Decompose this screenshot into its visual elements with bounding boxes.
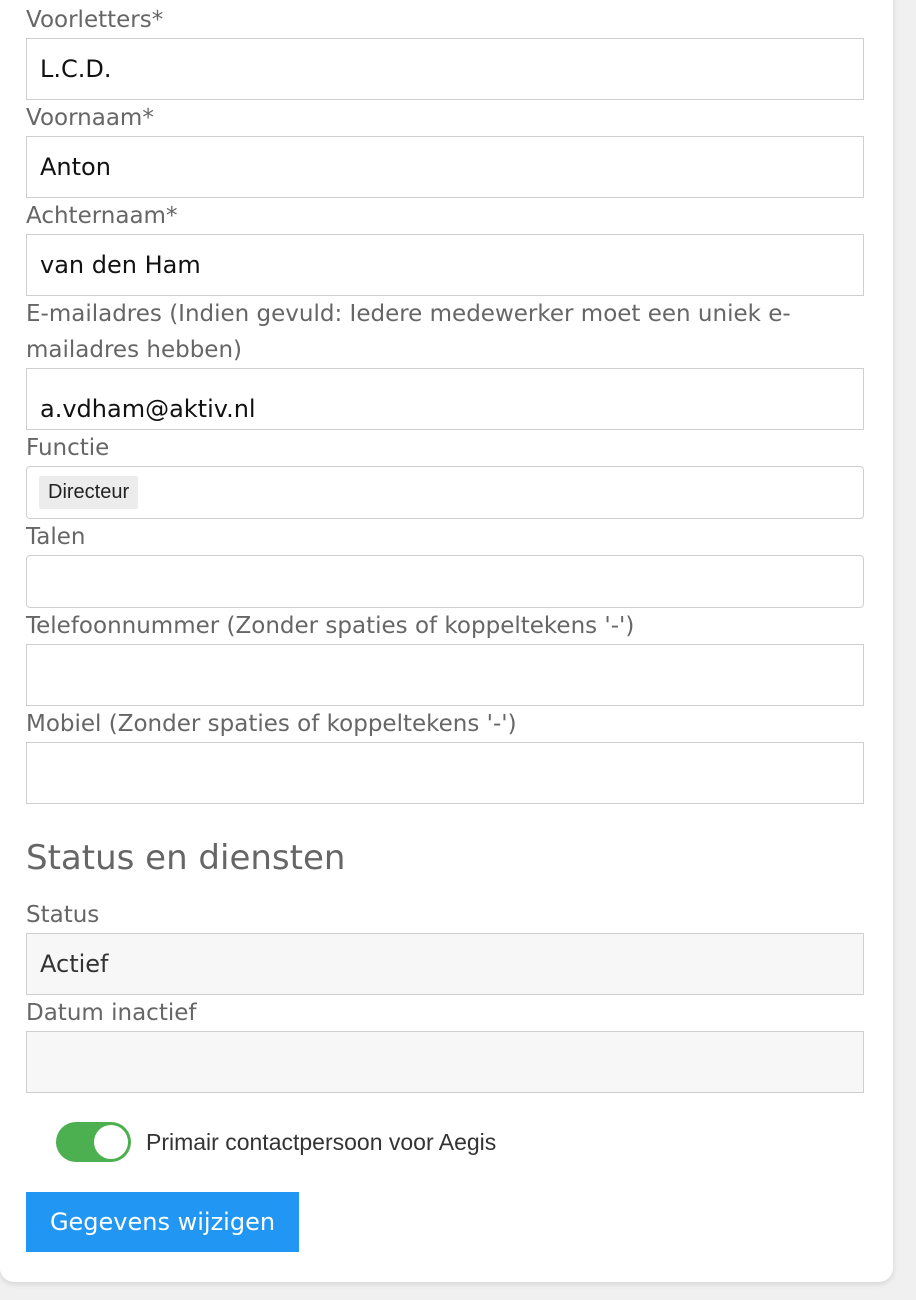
function-select[interactable] [26, 466, 864, 519]
languages-select[interactable] [26, 555, 864, 608]
primary-contact-label: Primair contactpersoon voor Aegis [146, 1129, 497, 1155]
initials-label: Voorletters* [26, 7, 164, 33]
email-value: a.vdham@aktiv.nl [40, 395, 256, 423]
function-label: Functie [26, 435, 110, 461]
primary-contact-toggle[interactable] [56, 1122, 131, 1162]
languages-label: Talen [26, 524, 86, 550]
first-name-label: Voornaam* [26, 105, 154, 131]
initials-value: L.C.D. [40, 55, 112, 83]
last-name-label: Achternaam* [26, 203, 178, 229]
last-name-input[interactable] [26, 234, 864, 296]
phone-input[interactable] [26, 644, 864, 706]
status-field [26, 933, 864, 995]
date-inactive-field [26, 1031, 864, 1093]
status-value: Actief [40, 950, 109, 978]
first-name-input[interactable] [26, 136, 864, 198]
email-label: E-mailadres (Indien gevuld: Iedere medewerker moet een uniek e-mailadres hebben) [26, 301, 791, 363]
phone-label: Telefoonnummer (Zonder spaties of koppeltekens '-') [26, 613, 635, 639]
status-section-title: Status en diensten [26, 838, 346, 878]
status-label: Status [26, 902, 100, 928]
first-name-value: Anton [40, 153, 111, 181]
email-input[interactable] [26, 368, 864, 430]
last-name-value: van den Ham [40, 251, 201, 279]
toggle-knob [94, 1125, 128, 1159]
submit-button[interactable]: Gegevens wijzigen [26, 1192, 299, 1252]
mobile-input[interactable] [26, 742, 864, 804]
mobile-label: Mobiel (Zonder spaties of koppeltekens '-') [26, 711, 517, 737]
initials-input[interactable] [26, 38, 864, 100]
date-inactive-label: Datum inactief [26, 1000, 197, 1026]
function-tag[interactable]: Directeur [39, 476, 138, 509]
